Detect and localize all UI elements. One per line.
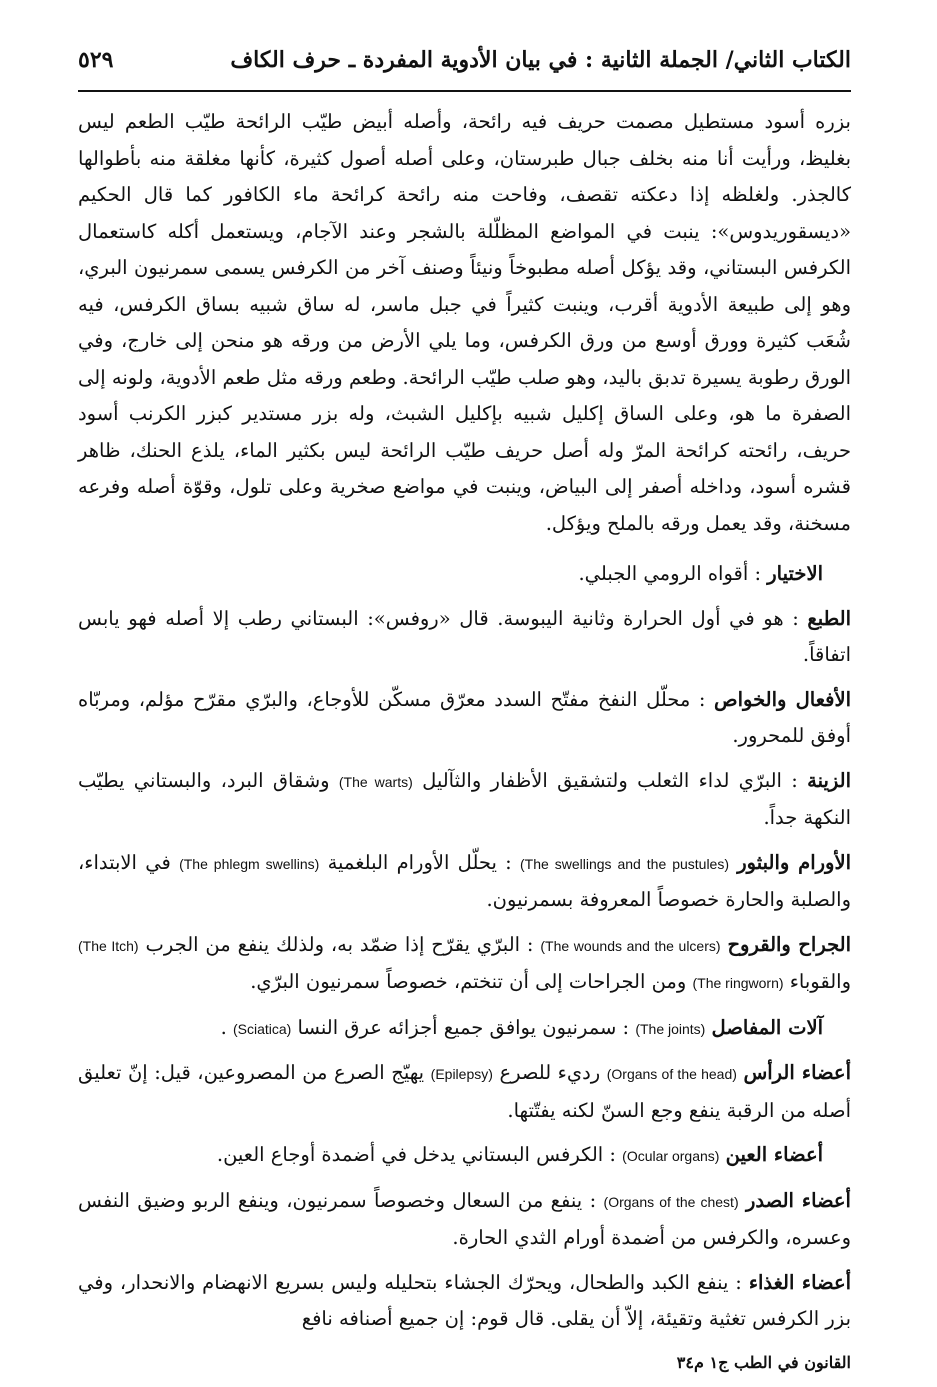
entry-sadr (78, 1183, 851, 1257)
latin-gloss: (Epilepsy) (430, 1066, 493, 1082)
entry-awram (78, 845, 851, 919)
entry-ikhtiyar (78, 556, 851, 593)
entry-text: : أقواه الرومي الجبلي. (578, 562, 762, 585)
header-rule (78, 90, 851, 92)
entry-term: الأفعال والخواص (714, 687, 851, 711)
entry-text: : يحلّل الأورام البلغمية (327, 850, 512, 874)
latin-gloss: (The phlegm swellins) (179, 855, 320, 872)
latin-gloss: (Ocular organs) (622, 1148, 720, 1164)
page-body (78, 104, 851, 1338)
entry-ras (78, 1055, 851, 1129)
entry-afal (78, 682, 851, 755)
entry-mafasil (78, 1010, 851, 1048)
entry-text: يهيّج الصرع من المصروعين، قيل: إنّ تعليق أصله من الرقبة ينفع وجع السنّ لكنه يفتّتها. (78, 1061, 851, 1122)
header-title: الكتاب الثاني/ الجملة الثانية : في بيان الأدوية المفردة ـ حرف الكاف (230, 47, 851, 73)
entry-text: ومن الجراحات إلى أن تنختم، خصوصاً سمرنيون البرّي. (250, 970, 687, 993)
page-number: ٥٢٩ (78, 47, 114, 73)
entry-term: أعضاء العين (725, 1143, 823, 1166)
entry-text: . (220, 1015, 227, 1039)
latin-gloss: (Organs of the chest) (603, 1193, 739, 1210)
intro-paragraph: بزره أسود مستطيل مصمت حريف فيه رائحة، وأصله أبيض طيّب الرائحة طيّب الطعم ليس بغليظ، ورأيت أنا منه بخلف جبال طبرستان، وعلى أصله أصول كثيرة، كأنها مغلقة منه بأطوالها كالجذر. ولغلظه إذا دعكته تقصف، وفاحت منه رائحة كرائحة ماء الكافور كما قال الحكيم «ديسقوريدوس»: ينبت في المواضع المظلّلة بالشجر وعند الآجام، ويستعمل أكله كاستعمال الكرفس البستاني، وقد يؤكل أصله مطبوخاً ونيئاً وصنف آخر من الكرفس يسمى سمرنيون البري، وهو إلى طبيعة الأدوية أقرب، وينبت كثيراً في جبل ماسر، له ساق شبيه بساق الكرفس، فيه شُعَب كثيرة وورق أوسع من ورق الكرفس، وما يلي الأرض من ورقه هو منحن إلى خارج، وفي الورق رطوبة يسيرة تدبق باليد، وهو صلب طيّب الرائحة. وطعم ورقه مثل طعم الأدوية، ولونه إلى الصفرة ما هو، وعلى الساق إكليل شبيه بإكليل الشبث، وله بزر مستدير كبزر الكرنب أسود حريف، رائحته كرائحة المرّ وله أصل حريف طيّب الرائحة ليس بكثير الماء، يلذع الحنك، ظاهر قشره أسود، وداخله أصفر إلى البياض، وينبت في مواضع صخرية وعلى تلول، وقوّة أصله وفرعه مسخنة، وقد يعمل ورقه بالملح ويؤكل. (78, 110, 851, 535)
entry-text: : ينفع من السعال وخصوصاً سمرنيون، وينفع الربو وضيق النفس وعسره، والكرفس من أضمدة أورام الثدي الحارة. (78, 1188, 851, 1249)
entry-text: : سمرنيون يوافق جميع أجزائه عرق النسا (297, 1015, 630, 1039)
entry-text: : البرّي لداء الثعلب ولتشقيق الأظفار والثآليل (422, 768, 798, 792)
entry-term: أعضاء الغذاء (748, 1270, 852, 1294)
entry-text: : الكرفس البستاني يدخل في أضمدة أوجاع العين. (216, 1143, 616, 1166)
entry-term: الاختيار (767, 562, 823, 585)
latin-gloss: (The swellings and the pustules) (520, 855, 729, 872)
entry-text: : ينفع الكبد والطحال، ويحرّك الجشاء بتحليله وليس بسريع الانهضام والانحدار، وفي بزر الكرفس تغثية وتقيئة، إلاّ أن يقلى. قال قوم: إن جميع أصنافه نافع (78, 1270, 851, 1330)
entry-tab (78, 601, 851, 674)
entry-term: الزينة (807, 768, 851, 792)
latin-gloss: (Sciatica) (232, 1020, 292, 1037)
entry-text: : محلّل النفخ مفتّح السدد معرّق مسكّن للأوجاع، والبرّي مقرّح مؤلم، ومربّاه أوفق للمحرور. (78, 687, 851, 747)
entry-term: الأورام والبثور (737, 850, 852, 874)
latin-gloss: (The ringworn) (692, 975, 784, 991)
entry-ghidha (78, 1265, 851, 1338)
latin-gloss: (The wounds and the ulcers) (540, 937, 721, 954)
entry-term: الجراح والقروح (727, 932, 852, 956)
latin-gloss: (The warts) (338, 773, 413, 790)
entry-zina (78, 763, 851, 837)
entry-text: رديء للصرع (499, 1061, 601, 1084)
latin-gloss: (The joints) (635, 1020, 706, 1037)
entry-term: الطبع (807, 606, 851, 630)
latin-gloss: (The Itch) (78, 937, 139, 954)
entry-text: وشقاق البرد، والبستاني يطيّب النكهة جداً. (78, 768, 851, 829)
entry-term: أعضاء الصدر (746, 1188, 851, 1212)
entry-term: أعضاء الرأس (743, 1061, 851, 1084)
footer-signature: القانون في الطب ج١ م٣٤ (676, 1353, 851, 1372)
entry-text: : هو في أول الحرارة وثانية اليبوسة. قال «روفس»: البستاني رطب إلا أصله فهو يابس اتفاقاً. (78, 606, 851, 666)
entry-term: آلات المفاصل (711, 1015, 823, 1039)
entry-text: والقوباء (789, 970, 851, 993)
entry-text: : البرّي يقرّح إذا ضمّد به، ولذلك ينفع من الجرب (145, 932, 534, 956)
running-header (78, 40, 851, 80)
latin-gloss: (Organs of the head) (606, 1066, 737, 1082)
entry-ayn (78, 1137, 851, 1175)
entry-text: في الابتداء، والصلبة والحارة خصوصاً المعروفة بسمرنيون. (78, 850, 851, 911)
entry-jirah (78, 927, 851, 1002)
